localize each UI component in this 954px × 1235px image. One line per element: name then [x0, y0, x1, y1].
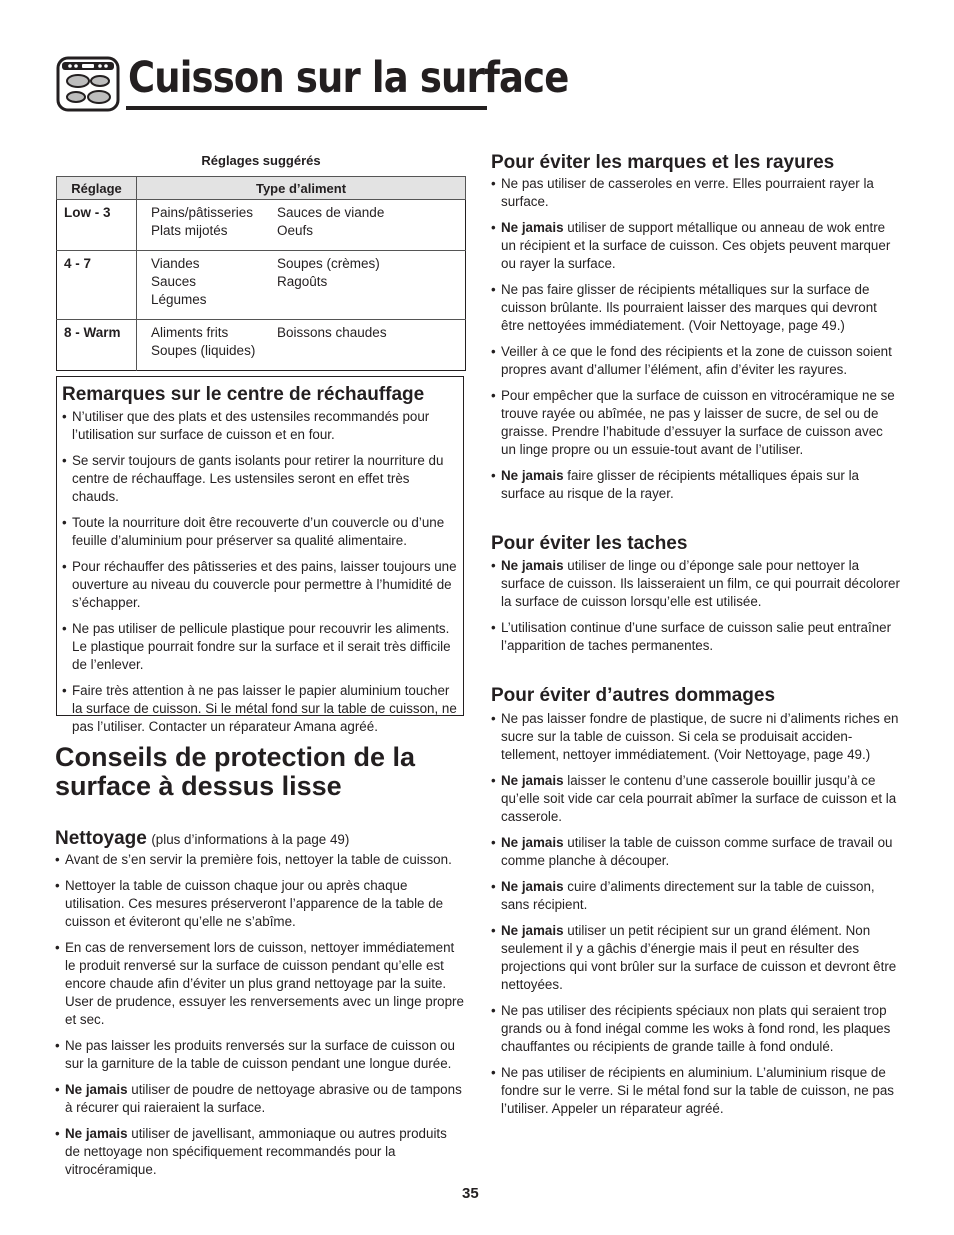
food-cell	[137, 251, 466, 320]
page-number: 35	[462, 1185, 479, 1202]
list-item-text: laisser le contenu d’une casserole bouillir jusqu’à ce qu’elle soit vide car cela pourrait abîmer la surface de cuisson et la casserole.	[501, 773, 897, 824]
damage-list	[491, 710, 901, 1126]
stains-title: Pour éviter les taches	[491, 533, 688, 554]
emphasis-text: Ne jamais	[501, 835, 564, 850]
food-item: Oeufs	[277, 223, 314, 238]
emphasis-text: Ne jamais	[501, 558, 564, 573]
list-item: • Se servir toujours de gants isolants pour retirer la nourriture du centre de réchauffage. Les ustensiles seront en effet très chauds.	[62, 452, 458, 506]
list-item	[55, 939, 465, 1029]
title-rule	[126, 106, 487, 110]
list-item-text: Ne pas laisser fondre de plastique, de sucre ni d’aliments riches en sucre sur la table de cuisson. Si cela se produisait acciden- tellement, nettoyer immédiatement. (Voir Nettoyage, page 49.)	[501, 711, 899, 762]
table-caption: Réglages suggérés	[201, 153, 321, 168]
food-column	[151, 204, 277, 240]
emphasis-text: Ne jamais	[501, 220, 564, 235]
list-item: • Pour réchauffer des pâtisseries et des pains, laisser toujours une ouverture au niveau du couvercle pour permettre à l’humidité de s’échapper.	[62, 558, 458, 612]
list-item	[491, 219, 901, 273]
food-item: Boissons chaudes	[277, 325, 387, 340]
list-item	[491, 878, 901, 914]
list-item-text: Nettoyer la table de cuisson chaque jour ou après chaque utilisation. Ces mesures préserveront l’apparence de la table de cuisson et éviteront qu’elle ne s’abîme.	[65, 878, 444, 929]
list-item	[491, 1064, 901, 1118]
food-item: Ragoûts	[277, 274, 328, 289]
food-item: Sauces de viande	[277, 205, 385, 220]
remarks-list	[62, 408, 458, 744]
marks-title: Pour éviter les marques et les rayures	[491, 152, 835, 173]
food-item: Légumes	[151, 292, 207, 307]
column-header-setting: Réglage	[57, 177, 137, 200]
list-item-text: Ne pas utiliser de récipients en aluminium. L’aluminium risque de fondre sur le verre. Si le métal fond sur la table de cuisson, ne pas l’utiliser. Appeler un réparateur agréé.	[501, 1065, 895, 1116]
list-item-text: Ne pas faire glisser de récipients métalliques sur la surface de cuisson brûlante. Ils pourraient laisser des marques qui devront être nettoyées immédiatement. (Voir Nettoyage, page 49.)	[501, 282, 877, 333]
food-item: Sauces	[151, 274, 197, 289]
food-item: Soupes (liquides)	[151, 343, 256, 358]
food-item: Plats mijotés	[151, 223, 228, 238]
food-cell	[137, 200, 466, 251]
setting-level: 8 - Warm	[57, 320, 137, 371]
remarks-title: Remarques sur le centre de réchauffage	[62, 384, 425, 405]
list-item	[491, 710, 901, 764]
food-column	[151, 255, 277, 309]
table-row	[57, 320, 466, 371]
table-row	[57, 200, 466, 251]
damage-title: Pour éviter d’autres dommages	[491, 685, 776, 706]
list-item-text: faire glisser de récipients métalliques épais sur la surface au risque de la rayer.	[501, 468, 860, 501]
food-item: Pains/pâtisseries	[151, 205, 254, 220]
list-item-text: utiliser de support métallique ou anneau de wok entre un récipient et la surface de cuisson. Ces objets peuvent marquer ou rayer la surface.	[501, 220, 891, 271]
list-item	[491, 619, 901, 655]
table-row	[57, 251, 466, 320]
list-item-text: Ne pas utiliser des récipients spéciaux non plats qui seraient trop grands ou à fond inégal comme les woks à fond rond, les plaques chauffantes ou récipients de grande taille à fond ondulé.	[501, 1003, 891, 1054]
list-item-text: Veiller à ce que le fond des récipients et la zone de cuisson soient propres avant d’allumer l’élément, afin d’éviter les rayures.	[501, 344, 892, 377]
food-item: Soupes (crèmes)	[277, 256, 380, 271]
emphasis-text: Ne jamais	[501, 923, 564, 938]
list-item-text: utiliser un petit récipient sur un grand élément. Non seulement il y a gâchis d’énergie mais il peut en résulter des projections qui vont brûler sur la surface de cuisson et devront être nettoyées.	[501, 923, 897, 992]
list-item-text: L’utilisation continue d’une surface de cuisson salie peut entraîner l’apparition de taches permanentes.	[501, 620, 892, 653]
settings-table-body	[57, 200, 466, 371]
cleaning-title: Nettoyage	[55, 828, 147, 849]
emphasis-text: Ne jamais	[501, 879, 564, 894]
emphasis-text: Ne jamais	[65, 1082, 128, 1097]
list-item-text: En cas de renversement lors de cuisson, nettoyer immédiatement le produit renversé sur la surface de cuisson pendant qu’elle est encore chaude afin d’éviter un plus grand nettoyage par la suite. User de prudence, essuyer les renversements avec un linge propre et sec.	[65, 940, 464, 1027]
emphasis-text: Ne jamais	[501, 773, 564, 788]
food-column	[151, 324, 277, 360]
list-item	[55, 1125, 465, 1179]
list-item	[491, 387, 901, 459]
stains-list	[491, 557, 901, 663]
list-item-text: utiliser de poudre de nettoyage abrasive ou de tampons à récurer qui raieraient la surface.	[65, 1082, 462, 1115]
setting-level: Low - 3	[57, 200, 137, 251]
food-column	[277, 255, 403, 309]
cleaning-list	[55, 851, 465, 1187]
table-header-row	[57, 177, 466, 200]
list-item: • Ne pas utiliser de pellicule plastique pour recouvrir les aliments. Le plastique pourrait fondre sur la surface et il serait très difficile de l’enlever.	[62, 620, 458, 674]
list-item-text: utiliser de linge ou d’éponge sale pour nettoyer la surface de cuisson. Ils laisseraient un film, ce qui pourrait décolorer la surface de cuisson lorsqu’elle est utilisée.	[501, 558, 900, 609]
food-column	[277, 204, 403, 240]
list-item-text: utiliser la table de cuisson comme surface de travail ou comme planche à découper.	[501, 835, 893, 868]
settings-table	[56, 176, 466, 371]
emphasis-text: Ne jamais	[501, 468, 564, 483]
list-item-text: utiliser de javellisant, ammoniaque ou autres produits de nettoyage non spécifiquement recommandés pour la vitrocéramique.	[65, 1126, 447, 1177]
list-item-text: Avant de s’en servir la première fois, nettoyer la table de cuisson.	[65, 852, 452, 867]
list-item-text: cuire d’aliments directement sur la table de cuisson, sans récipient.	[501, 879, 875, 912]
cleaning-note: (plus d’informations à la page 49)	[151, 832, 350, 847]
cooktop-icon	[56, 56, 120, 112]
list-item-text: Ne pas laisser les produits renversés sur la surface de cuisson ou sur la garniture de la table de cuisson pendant une longue durée.	[65, 1038, 456, 1071]
cleaning-heading	[55, 828, 349, 850]
list-item	[491, 175, 901, 211]
list-item	[491, 557, 901, 611]
list-item	[55, 877, 465, 931]
list-item: • Toute la nourriture doit être recouverte d’un couvercle ou d’une feuille d’aluminium pour préserver sa qualité alimentaire.	[62, 514, 458, 550]
setting-level: 4 - 7	[57, 251, 137, 320]
list-item	[491, 1002, 901, 1056]
section-heading: Conseils de protection de la surface à dessus lisse	[55, 742, 416, 801]
list-item	[55, 1037, 465, 1073]
list-item: • N’utiliser que des plats et des ustensiles recommandés pour l’utilisation sur surface de cuisson et en four.	[62, 408, 458, 444]
list-item-text: Pour empêcher que la surface de cuisson en vitrocéramique ne se trouve rayée ou abîmée, ne pas y laisser de sucre, de sel ou de graisse. Prendre l’habitude d’essuyer la surface de cuisson avec un linge propre ou un essuie-tout avant de l’utiliser.	[501, 388, 895, 457]
food-column	[277, 324, 403, 360]
list-item	[491, 467, 901, 503]
page-title: Cuisson sur la surface	[128, 53, 569, 103]
food-item: Aliments frits	[151, 325, 229, 340]
list-item: • Faire très attention à ne pas laisser le papier aluminium toucher la surface de cuisson. Si le métal fond sur la table de cuisson, ne pas l’utiliser. Contacter un réparateur Amana agréé.	[62, 682, 458, 736]
list-item	[491, 772, 901, 826]
column-header-food: Type d’aliment	[137, 177, 466, 200]
food-item: Viandes	[151, 256, 200, 271]
list-item	[491, 343, 901, 379]
list-item	[491, 834, 901, 870]
emphasis-text: Ne jamais	[65, 1126, 128, 1141]
list-item	[491, 922, 901, 994]
list-item	[55, 851, 465, 869]
list-item	[491, 281, 901, 335]
marks-list	[491, 175, 901, 511]
food-cell	[137, 320, 466, 371]
list-item	[55, 1081, 465, 1117]
list-item-text: Ne pas utiliser de casseroles en verre. Elles pourraient rayer la surface.	[501, 176, 874, 209]
